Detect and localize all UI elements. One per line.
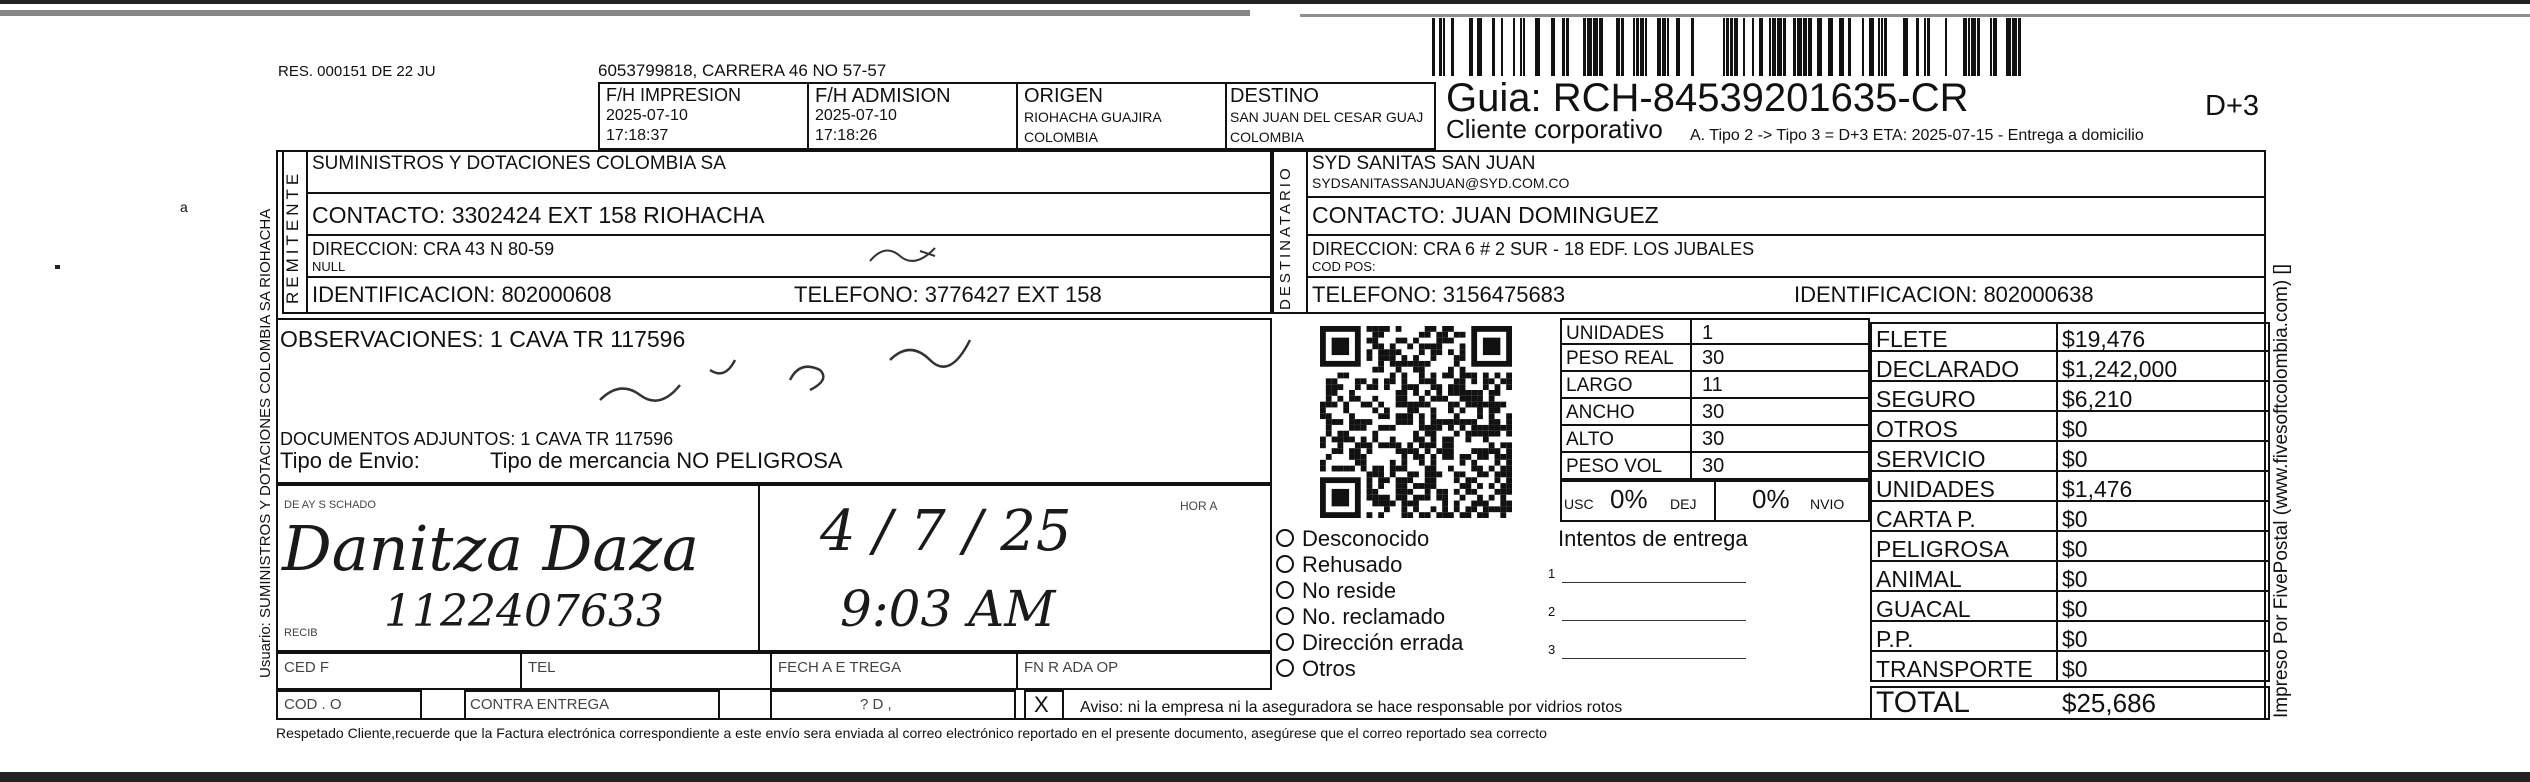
fh-admision-time: 17:18:26: [815, 127, 878, 144]
fee-label: UNIDADES: [1876, 476, 1995, 502]
barcode-bar: [1839, 18, 1844, 76]
delivery-reason-option[interactable]: [1276, 630, 1463, 656]
pct-right-suffix: NVIO: [1810, 496, 1845, 512]
cod-label: COD . O: [284, 696, 342, 713]
hora-label: HOR A: [1180, 499, 1218, 513]
barcode-bar: [1759, 18, 1763, 76]
measure-row: [1560, 372, 1870, 399]
barcode-bar: [1645, 18, 1647, 76]
destinatario-cod-pos: COD POS:: [1312, 259, 1376, 274]
usuario-vertical: Usuario: SUMINISTROS Y DOTACIONES COLOMBIA SA RIOHACHA: [257, 208, 274, 678]
fee-value: $1,476: [2062, 476, 2133, 502]
qr-code: [1320, 326, 1512, 518]
remitente-null: NULL: [312, 259, 346, 274]
fee-value: $0: [2062, 536, 2088, 562]
barcode-bar: [1662, 18, 1666, 76]
remitente-side-label: REMITENTE: [283, 169, 302, 304]
origen-city: RIOHACHA GUAJIRA: [1024, 109, 1162, 125]
barcode-bar: [1492, 18, 1495, 76]
scan-artifact-top-right: [1300, 14, 2530, 17]
remitente-identificacion: IDENTIFICACION: 802000608: [312, 282, 612, 307]
measure-value: 30: [1702, 347, 1725, 369]
destinatario-identificacion: IDENTIFICACION: 802000638: [1794, 282, 2094, 307]
barcode-bar: [1691, 18, 1694, 76]
bottom-tel: TEL: [528, 659, 556, 676]
barcode-bar: [1593, 18, 1598, 76]
fee-row: [1870, 442, 2270, 472]
measure-label: ALTO: [1566, 429, 1614, 450]
barcode-bar: [1848, 18, 1851, 76]
measure-row: [1560, 318, 1870, 345]
bottom-row-2-c: [770, 690, 1016, 720]
barcode-bar: [2018, 18, 2021, 76]
barcode-bar: [1676, 18, 1680, 76]
fee-row: [1870, 652, 2270, 682]
barcode-bar: [1520, 18, 1522, 76]
barcode-bar: [1817, 18, 1822, 76]
destinatario-name: SYD SANITAS SAN JUAN: [1312, 153, 1536, 174]
fee-value: $0: [2062, 416, 2088, 442]
reason-label: Otros: [1302, 656, 1356, 681]
barcode-bar: [1971, 18, 1976, 76]
delivery-code: D+3: [2205, 90, 2260, 122]
destinatario-contacto: CONTACTO: JUAN DOMINGUEZ: [1312, 202, 1659, 228]
fee-row: [1870, 382, 2270, 412]
delivery-date-hand: 4 / 7 / 25: [820, 499, 1072, 564]
fee-label: SERVICIO: [1876, 446, 1986, 472]
fee-row: [1870, 412, 2270, 442]
fee-row: [1870, 532, 2270, 562]
fee-row: [1870, 592, 2270, 622]
radio-icon: [1276, 581, 1294, 599]
intento-line: [1548, 598, 1748, 628]
barcode-bar: [1621, 18, 1624, 76]
measures-table: [1560, 318, 1870, 480]
tipo-envio-label: Tipo de Envio:: [280, 448, 420, 473]
fee-value: $0: [2062, 656, 2088, 682]
destinatario-telefono: TELEFONO: 3156475683: [1312, 282, 1566, 307]
company-address: 6053799818, CARRERA 46 NO 57-57: [598, 61, 887, 80]
barcode-bar: [1927, 18, 1930, 76]
footer-notice: Respetado Cliente,recuerde que la Factura electrónica correspondiente a este envío sera enviada al correo electrónico reportado en el presente documento, asegúrese que el correo reportado sea correcto: [276, 725, 1547, 741]
fee-row: [1870, 472, 2270, 502]
radio-icon: [1276, 659, 1294, 677]
recibe-top-label: DE AY S SCHADO: [284, 499, 376, 511]
reason-label: No reside: [1302, 578, 1397, 603]
barcode-bar: [1535, 18, 1540, 76]
bottom-firma: FN R ADA OP: [1024, 659, 1119, 676]
intentos-label: Intentos de entrega: [1558, 526, 1748, 551]
faint-scribble-top: [860, 236, 960, 276]
fee-label: SEGURO: [1876, 386, 1976, 412]
fee-row: [1870, 352, 2270, 382]
measure-value: 30: [1702, 428, 1725, 450]
barcode-bar: [1743, 18, 1745, 76]
barcode-bar: [1968, 18, 1970, 76]
barcode-bar: [1884, 18, 1887, 76]
delivery-time-hand: 9:03 AM: [840, 580, 1056, 638]
barcode: [1432, 18, 2032, 76]
fee-value: $1,242,000: [2062, 356, 2178, 382]
fee-label: FLETE: [1876, 326, 1948, 352]
barcode-bar: [1772, 18, 1776, 76]
observaciones-text: OBSERVACIONES: 1 CAVA TR 117596: [280, 326, 686, 352]
measure-row: [1560, 399, 1870, 426]
intento-number: 3: [1548, 642, 1556, 657]
barcode-bar: [1657, 18, 1661, 76]
aviso-text: Aviso: ni la empresa ni la aseguradora se hace responsable por vidrios rotos: [1080, 699, 1623, 716]
origen-country: COLOMBIA: [1024, 129, 1098, 145]
barcode-bar: [1734, 18, 1738, 76]
scan-artifact-top-band: [0, 10, 1250, 16]
barcode-bar: [1808, 18, 1812, 76]
intentos-lines: [1548, 560, 1848, 690]
barcode-bar: [1640, 18, 1644, 76]
scan-artifact-top: [0, 0, 2530, 4]
fh-admision-date: 2025-07-10: [815, 107, 897, 124]
fee-value: $0: [2062, 566, 2088, 592]
scan-dot: [55, 265, 60, 269]
fee-label: P.P.: [1876, 626, 1914, 652]
fee-value: $0: [2062, 506, 2088, 532]
intento-line: [1548, 560, 1748, 590]
measure-label: PESO VOL: [1566, 456, 1663, 477]
fee-row: [1870, 622, 2270, 652]
guia-number: Guia: RCH-84539201635-CR: [1446, 76, 1969, 120]
intento-number: 2: [1548, 604, 1556, 619]
barcode-bar: [1551, 18, 1555, 76]
fee-row: [1870, 322, 2270, 352]
barcode-bar: [1432, 18, 1435, 76]
pct-left-value: 0%: [1610, 484, 1648, 514]
barcode-bar: [1583, 18, 1586, 76]
pct-left-label: USC: [1564, 496, 1594, 512]
measure-label: ANCHO: [1566, 402, 1635, 423]
measure-value: 1: [1702, 322, 1714, 344]
reason-label: Desconocido: [1302, 526, 1430, 551]
pct-right-value: 0%: [1752, 484, 1790, 514]
barcode-bar: [1616, 18, 1620, 76]
recibe-id-number: 1122407633: [384, 586, 664, 637]
scan-artifact-bottom: [0, 772, 2530, 782]
client-type: Cliente corporativo: [1446, 114, 1663, 144]
barcode-bar: [1752, 18, 1754, 76]
barcode-bar: [1599, 18, 1603, 76]
scan-mark-a: a: [180, 199, 188, 215]
fee-label: GUACAL: [1876, 596, 1971, 622]
barcode-bar: [1523, 18, 1525, 76]
total-value: $25,686: [2062, 688, 2156, 718]
measure-label: PESO REAL: [1566, 348, 1674, 369]
destino-city: SAN JUAN DEL CESAR GUAJ: [1230, 109, 1424, 125]
measure-row: [1560, 453, 1870, 480]
remitente-telefono: TELEFONO: 3776427 EXT 158: [794, 282, 1102, 307]
reason-label: Dirección errada: [1302, 630, 1464, 655]
radio-icon: [1276, 555, 1294, 573]
barcode-bar: [1769, 18, 1771, 76]
fee-row: [1870, 562, 2270, 592]
barcode-bar: [1501, 18, 1503, 76]
bottom-misc: ? D ,: [860, 696, 892, 713]
measure-row: [1560, 426, 1870, 453]
fee-label: ANIMAL: [1876, 566, 1962, 592]
x-mark: X: [1034, 692, 1049, 717]
barcode-bar: [1990, 18, 1992, 76]
fee-label: DECLARADO: [1876, 356, 2020, 382]
fee-label: CARTA P.: [1876, 506, 1976, 532]
barcode-bar: [1828, 18, 1833, 76]
barcode-bar: [1469, 18, 1473, 76]
fh-impresion-label: F/H IMPRESION: [606, 85, 742, 105]
destinatario-email: SYDSANITASSANJUAN@SYD.COM.CO: [1312, 175, 1570, 191]
signature-name: Danitza Daza: [282, 512, 699, 585]
barcode-bar: [1633, 18, 1635, 76]
barcode-bar: [1566, 18, 1569, 76]
intento-line: [1548, 636, 1748, 666]
destino-country: COLOMBIA: [1230, 129, 1304, 145]
barcode-bar: [1513, 18, 1515, 76]
reason-label: No. reclamado: [1302, 604, 1446, 629]
barcode-bar: [1477, 18, 1482, 76]
destinatario-side-label: DESTINATARIO: [1277, 165, 1294, 310]
delivery-reason-option[interactable]: [1276, 656, 1356, 682]
barcode-bar: [1945, 18, 1947, 76]
bottom-row-1: [276, 652, 1272, 690]
fh-admision-label: F/H ADMISION: [815, 85, 951, 107]
barcode-bar: [1783, 18, 1786, 76]
barcode-bar: [1636, 18, 1639, 76]
fee-label: OTROS: [1876, 416, 1958, 442]
barcode-bar: [1777, 18, 1782, 76]
fh-impresion-date: 2025-07-10: [606, 107, 688, 124]
barcode-bar: [1903, 18, 1908, 76]
barcode-bar: [1443, 18, 1445, 76]
barcode-bar: [1963, 18, 1967, 76]
barcode-bar: [1797, 18, 1802, 76]
barcode-bar: [1993, 18, 1997, 76]
fee-value: $6,210: [2062, 386, 2133, 412]
remitente-name: SUMINISTROS Y DOTACIONES COLOMBIA SA: [312, 153, 726, 174]
barcode-bar: [1439, 18, 1442, 76]
radio-icon: [1276, 529, 1294, 547]
radio-icon: [1276, 633, 1294, 651]
res-text: RES. 000151 DE 22 JU: [278, 63, 436, 80]
remitente-contacto: CONTACTO: 3302424 EXT 158 RIOHACHA: [312, 202, 765, 228]
bottom-ced: CED F: [284, 659, 329, 676]
measure-label: LARGO: [1566, 375, 1633, 396]
barcode-bar: [1924, 18, 1926, 76]
total-label: TOTAL: [1876, 686, 1970, 719]
measure-value: 30: [1702, 401, 1725, 423]
barcode-bar: [1878, 18, 1880, 76]
barcode-bar: [1803, 18, 1807, 76]
contra-entrega-label: CONTRA ENTREGA: [470, 696, 610, 713]
barcode-bar: [1916, 18, 1919, 76]
destinatario-direccion: DIRECCION: CRA 6 # 2 SUR - 18 EDF. LOS JUBALES: [1312, 239, 1755, 259]
fee-label: TRANSPORTE: [1876, 656, 2033, 682]
barcode-bar: [1881, 18, 1883, 76]
barcode-bar: [2012, 18, 2017, 76]
faint-scribble: [590, 330, 1010, 420]
fee-value: $0: [2062, 596, 2088, 622]
delivery-reason-option[interactable]: [1276, 552, 1402, 578]
fees-table: [1870, 322, 2270, 682]
fee-label: PELIGROSA: [1876, 536, 2009, 562]
destino-label: DESTINO: [1230, 85, 1319, 107]
eta-line: A. Tipo 2 -> Tipo 3 = D+3 ETA: 2025-07-15 - Entrega a domicilio: [1690, 127, 2144, 144]
fee-value: $19,476: [2062, 326, 2146, 352]
barcode-bar: [1451, 18, 1454, 76]
delivery-reason-option[interactable]: [1276, 578, 1396, 604]
measure-value: 30: [1702, 455, 1725, 477]
barcode-bar: [1667, 18, 1669, 76]
delivery-reason-option[interactable]: [1276, 526, 1429, 552]
recibe-id-label: RECIB: [284, 627, 318, 639]
reasons-list: [1276, 526, 1536, 686]
fee-value: $0: [2062, 626, 2088, 652]
impreso-vertical: Impreso Por FivePostal (www.fivesoftcolombia.com) []: [2271, 263, 2292, 718]
tipo-mercancia: Tipo de mercancia NO PELIGROSA: [490, 448, 843, 473]
measure-label: UNIDADES: [1566, 323, 1665, 344]
documentos-adjuntos: DOCUMENTOS ADJUNTOS: 1 CAVA TR 117596: [280, 429, 674, 449]
barcode-bar: [1562, 18, 1565, 76]
measure-value: 11: [1702, 374, 1723, 396]
reason-label: Rehusado: [1302, 552, 1403, 577]
remitente-direccion: DIRECCION: CRA 43 N 80-59: [312, 239, 555, 259]
barcode-bar: [1977, 18, 1980, 76]
pct-left-suffix: DEJ: [1670, 496, 1697, 512]
barcode-bar: [2006, 18, 2011, 76]
fh-impresion-time: 17:18:37: [606, 127, 669, 144]
fee-row: [1870, 502, 2270, 532]
intento-number: 1: [1548, 566, 1556, 581]
measure-row: [1560, 345, 1870, 372]
barcode-bar: [1587, 18, 1592, 76]
barcode-bar: [1869, 18, 1874, 76]
delivery-reason-option[interactable]: [1276, 604, 1445, 630]
fee-value: $0: [2062, 446, 2088, 472]
barcode-bar: [1730, 18, 1733, 76]
origen-label: ORIGEN: [1024, 85, 1103, 107]
bottom-fecha: FECH A E TREGA: [778, 659, 902, 676]
barcode-bar: [1726, 18, 1729, 76]
barcode-bar: [1862, 18, 1864, 76]
barcode-bar: [1723, 18, 1725, 76]
radio-icon: [1276, 607, 1294, 625]
barcode-bar: [1793, 18, 1796, 76]
